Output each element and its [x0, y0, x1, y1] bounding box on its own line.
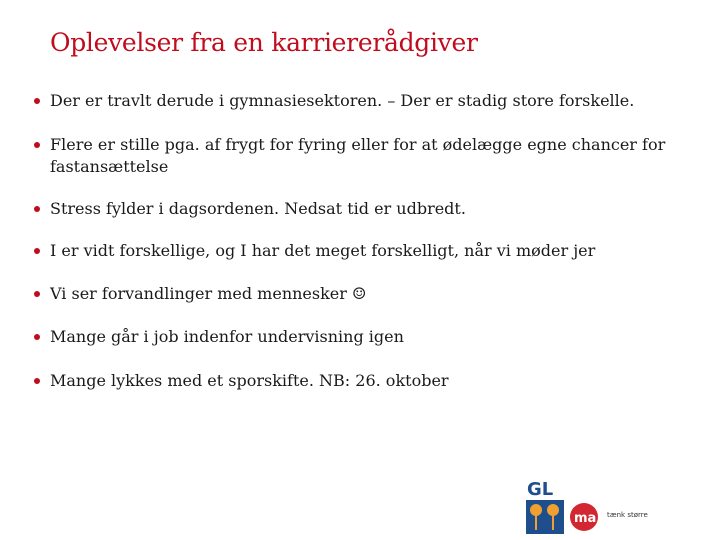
bullet-dot-icon: [34, 248, 40, 254]
ma-tagline: tænk større: [607, 511, 648, 519]
bullet-text: I er vidt forskellige, og I har det meget forskelligt, når vi møder jer: [50, 241, 596, 260]
bullet-dot-icon: [34, 206, 40, 212]
bullet-item: [34, 90, 674, 112]
bullet-text: Mange lykkes med et sporskifte. NB: 26. oktober: [50, 371, 449, 390]
bullet-dot-icon: [34, 378, 40, 384]
ma-logo-text: ma: [574, 511, 597, 526]
gl-logo: [526, 478, 564, 534]
slide-title: Oplevelser fra en karriererådgiver: [50, 28, 478, 57]
bullet-dot-icon: [34, 334, 40, 340]
bullet-item: [34, 283, 674, 305]
bullet-item: [34, 198, 674, 220]
bullet-text: Flere er stille pga. af frygt for fyring eller for at ødelægge egne chancer for fastansættelse: [50, 135, 666, 176]
bullet-text: Vi ser forvandlinger med mennesker ☺: [50, 284, 367, 303]
bullet-item: [34, 134, 674, 178]
bullet-item: [34, 240, 674, 262]
bullet-text: Mange går i job indenfor undervisning igen: [50, 327, 404, 346]
bullet-text: Der er travlt derude i gymnasiesektoren. – Der er stadig store forskelle.: [50, 91, 635, 110]
ma-logo: [570, 500, 610, 534]
bullet-item: [34, 326, 674, 348]
bullet-text: Stress fylder i dagsordenen. Nedsat tid er udbredt.: [50, 199, 466, 218]
bullet-dot-icon: [34, 98, 40, 104]
bullet-dot-icon: [34, 142, 40, 148]
bullet-item: [34, 370, 674, 392]
bullet-dot-icon: [34, 291, 40, 297]
gl-logo-text: GL: [527, 479, 554, 500]
